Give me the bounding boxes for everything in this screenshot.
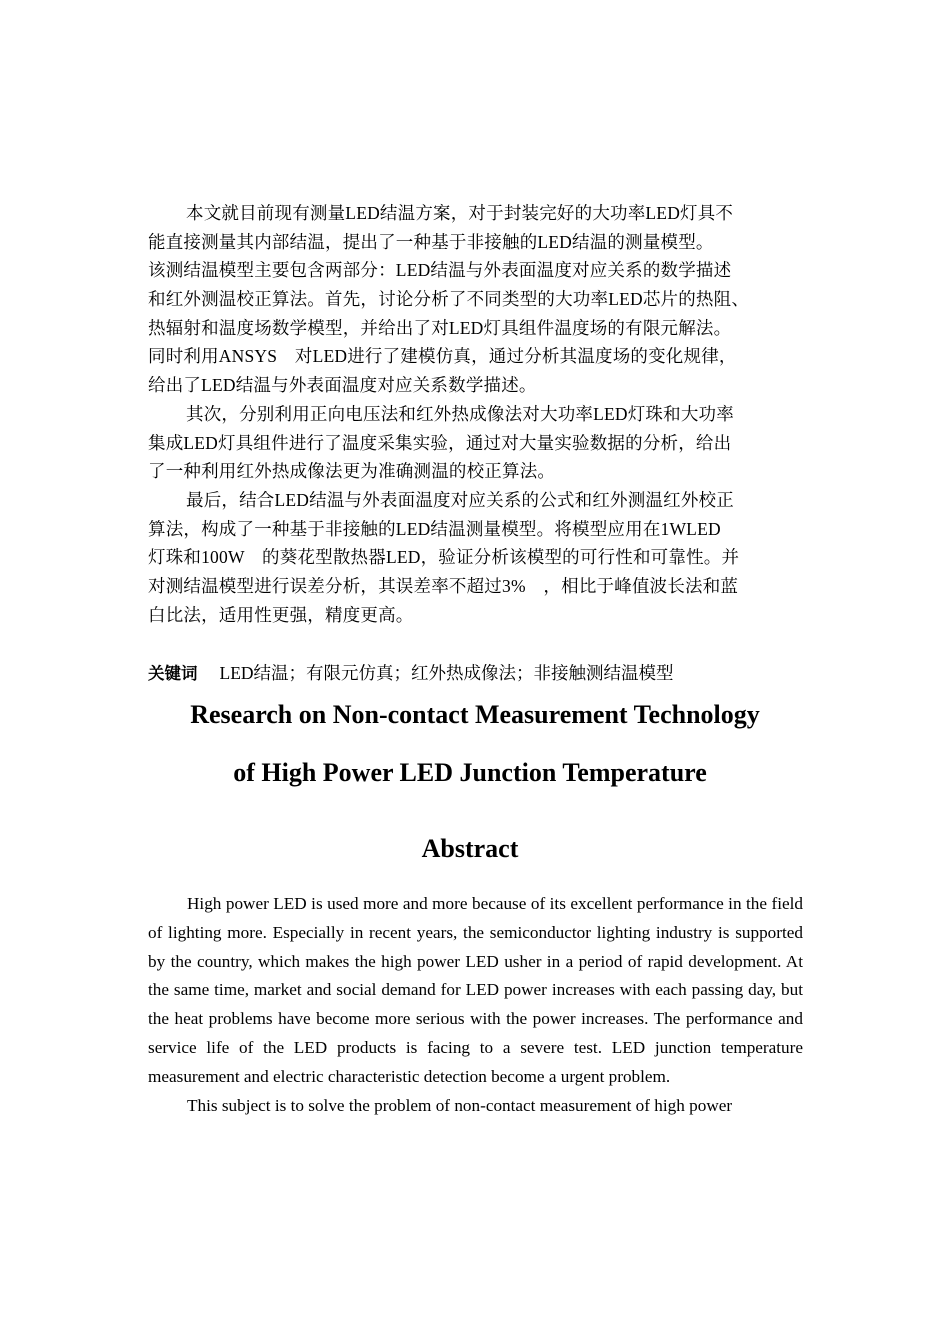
english-abstract (148, 890, 803, 1120)
text-line: 白比法，适用性更强，精度更高。 (148, 604, 414, 625)
abstract-heading: Abstract (421, 834, 519, 863)
english-title-line-1: Research on Non-contact Measurement Technology (190, 700, 760, 729)
text-line: 其次，分别利用正向电压法和红外热成像法对大功率LED灯珠和大功率 (186, 403, 734, 424)
text-line: 给出了LED结温与外表面温度对应关系数学描述。 (148, 375, 537, 396)
keywords-label: 关键词 (148, 664, 198, 683)
text-line: 热辐射和温度场数学模型，并给出了对LED灯具组件温度场的有限元解法。 (148, 317, 732, 338)
text-line: 该测结温模型主要包含两部分：LED结温与外表面温度对应关系的数学描述 (148, 260, 732, 281)
text-line: 能直接测量其内部结温，提出了一种基于非接触的LED结温的测量模型。 (148, 231, 714, 252)
abstract-paragraph: This subject is to solve the problem of non-contact measurement of high power (187, 1095, 733, 1115)
abstract-paragraph: High power LED is used more and more because of its excellent performance in the field of lighting more. Especially in recent years, the semiconductor lighting industry is supported by the country, which makes the high power LED usher in a period of rapid development. At the same time, market and social demand for LED power increases with each passing day, but the heat problems have become more serious with the power increases. The performance and service life of the LED products is facing to a severe test. LED junction temperature measurement and electric characteristic detection become a urgent problem. (148, 894, 803, 1086)
text-line: 同时利用ANSYS 对LED进行了建模仿真，通过分析其温度场的变化规律， (148, 346, 737, 367)
text-line: 本文就目前现有测量LED结温方案，对于封装完好的大功率LED灯具不 (186, 203, 734, 223)
english-title-line-2: of High Power LED Junction Temperature (233, 758, 707, 787)
keywords-line (148, 660, 674, 685)
text-line: 最后，结合LED结温与外表面温度对应关系的公式和红外测温红外校正 (186, 489, 734, 510)
text-line: 算法，构成了一种基于非接触的LED结温测量模型。将模型应用在1WLED (148, 518, 721, 539)
text-line: 和红外测温校正算法。首先，讨论分析了不同类型的大功率LED芯片的热阻、 (148, 289, 750, 310)
text-line: 了一种利用红外热成像法更为准确测温的校正算法。 (148, 461, 556, 482)
text-line: 灯珠和100W 的葵花型散热器LED，验证分析该模型的可行性和可靠性。并 (148, 547, 740, 568)
chinese-abstract (148, 199, 818, 629)
text-line: 对测结温模型进行误差分析，其误差率不超过3% ，相比于峰值波长法和蓝 (148, 575, 739, 596)
text-line: 集成LED灯具组件进行了温度采集实验，通过对大量实验数据的分析，给出 (148, 432, 732, 453)
keywords-text: LED结温；有限元仿真；红外热成像法；非接触测结温模型 (219, 663, 674, 683)
